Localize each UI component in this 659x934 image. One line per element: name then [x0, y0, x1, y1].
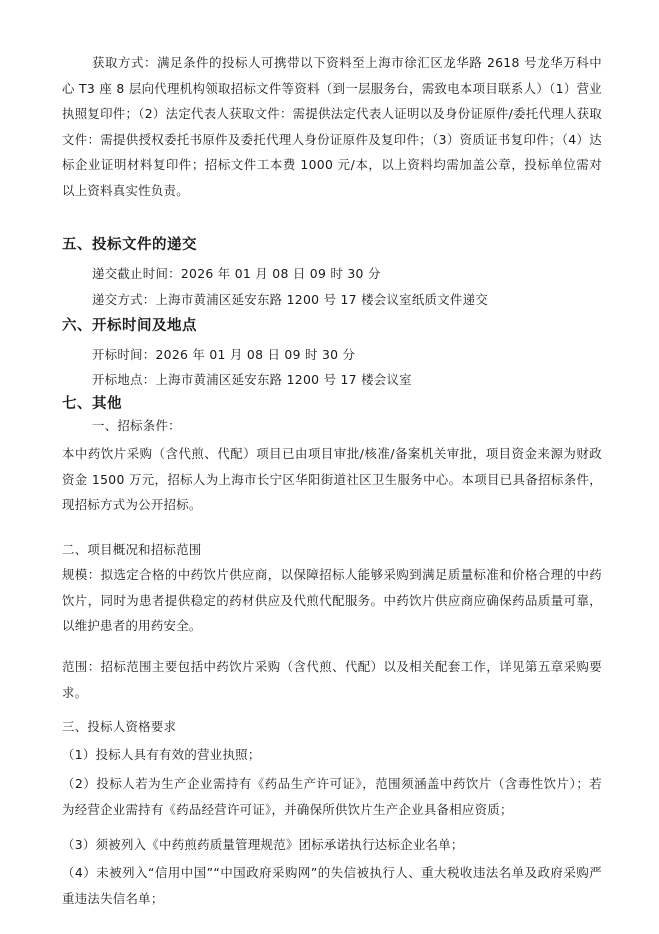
opening-time: 开标时间：2026 年 01 月 08 日 09 时 30 分 — [92, 347, 356, 362]
tender-conditions-paragraph: 本中药饮片采购（含代煎、代配）项目已由项目审批/核准/备案机关审批，项目资金来源为财政资金 1500 万元，招标人为上海市长宁区华阳街道社区卫生服务中心。本项目已具备招标条件，现招标方式为公开招标。 — [62, 446, 602, 512]
qualification-4: （4）未被列入“信用中国”“中国政府采购网”的失信被执行人、重大税收违法名单及政府采购严重违法失信名单； — [62, 865, 602, 906]
scope-paragraph: 范围：招标范围主要包括中药饮片采购（含代煎、代配）以及相关配套工作，详见第五章采购要求。 — [62, 659, 602, 700]
qualification-3: （3）须被列入《中药煎药质量管理规范》团标承诺执行达标企业名单； — [62, 837, 464, 852]
section-5-heading: 五、投标文件的递交 — [62, 237, 197, 253]
subsection-3-title: 三、投标人资格要求 — [62, 719, 177, 734]
obtain-method-paragraph: 获取方式：满足条件的投标人可携带以下资料至上海市徐汇区龙华路 2618 号龙华万科中心 T3 座 8 层向代理机构领取招标文件等资料（到一层服务台，需致电本项目联系人）（1）营业执照复印件；（2）法定代表人获取文件：需提供法定代表人证明以及身份证原件/委托代理人获取文件：需提供授权委托书原件及委托代理人身份证原件及复印件；（3）资质证书复印件；（4）达标企业证明材料复印件；招标文件工本费 1000 元/本，以上资料均需加盖公章，投标单位需对以上资料真实性负责。 — [62, 55, 602, 198]
section-6-heading: 六、开标时间及地点 — [62, 318, 197, 334]
scale-paragraph: 规模：拟选定合格的中药饮片供应商，以保障招标人能够采购到满足质量标准和价格合理的中药饮片，同时为患者提供稳定的药材供应及代煎代配服务。中药饮片供应商应确保药品质量可靠，以维护患者的用药安全。 — [62, 567, 602, 633]
submission-method: 递交方式：上海市黄浦区延安东路 1200 号 17 楼会议室纸质文件递交 — [92, 292, 489, 307]
section-7-heading: 七、其他 — [62, 396, 122, 412]
qualification-1: （1）投标人具有有效的营业执照； — [62, 747, 261, 762]
submission-deadline: 递交截止时间：2026 年 01 月 08 日 09 时 30 分 — [92, 266, 381, 281]
subsection-1-title: 一、招标条件： — [92, 418, 181, 433]
subsection-2-title: 二、项目概况和招标范围 — [62, 542, 202, 557]
opening-place: 开标地点：上海市黄浦区延安东路 1200 号 17 楼会议室 — [92, 372, 412, 387]
qualification-2: （2）投标人若为生产企业需持有《药品生产许可证》，范围须涵盖中药饮片（含毒性饮片）；若为经营企业需持有《药品经营许可证》，并确保所供饮片生产企业具备相应资质； — [62, 776, 602, 817]
